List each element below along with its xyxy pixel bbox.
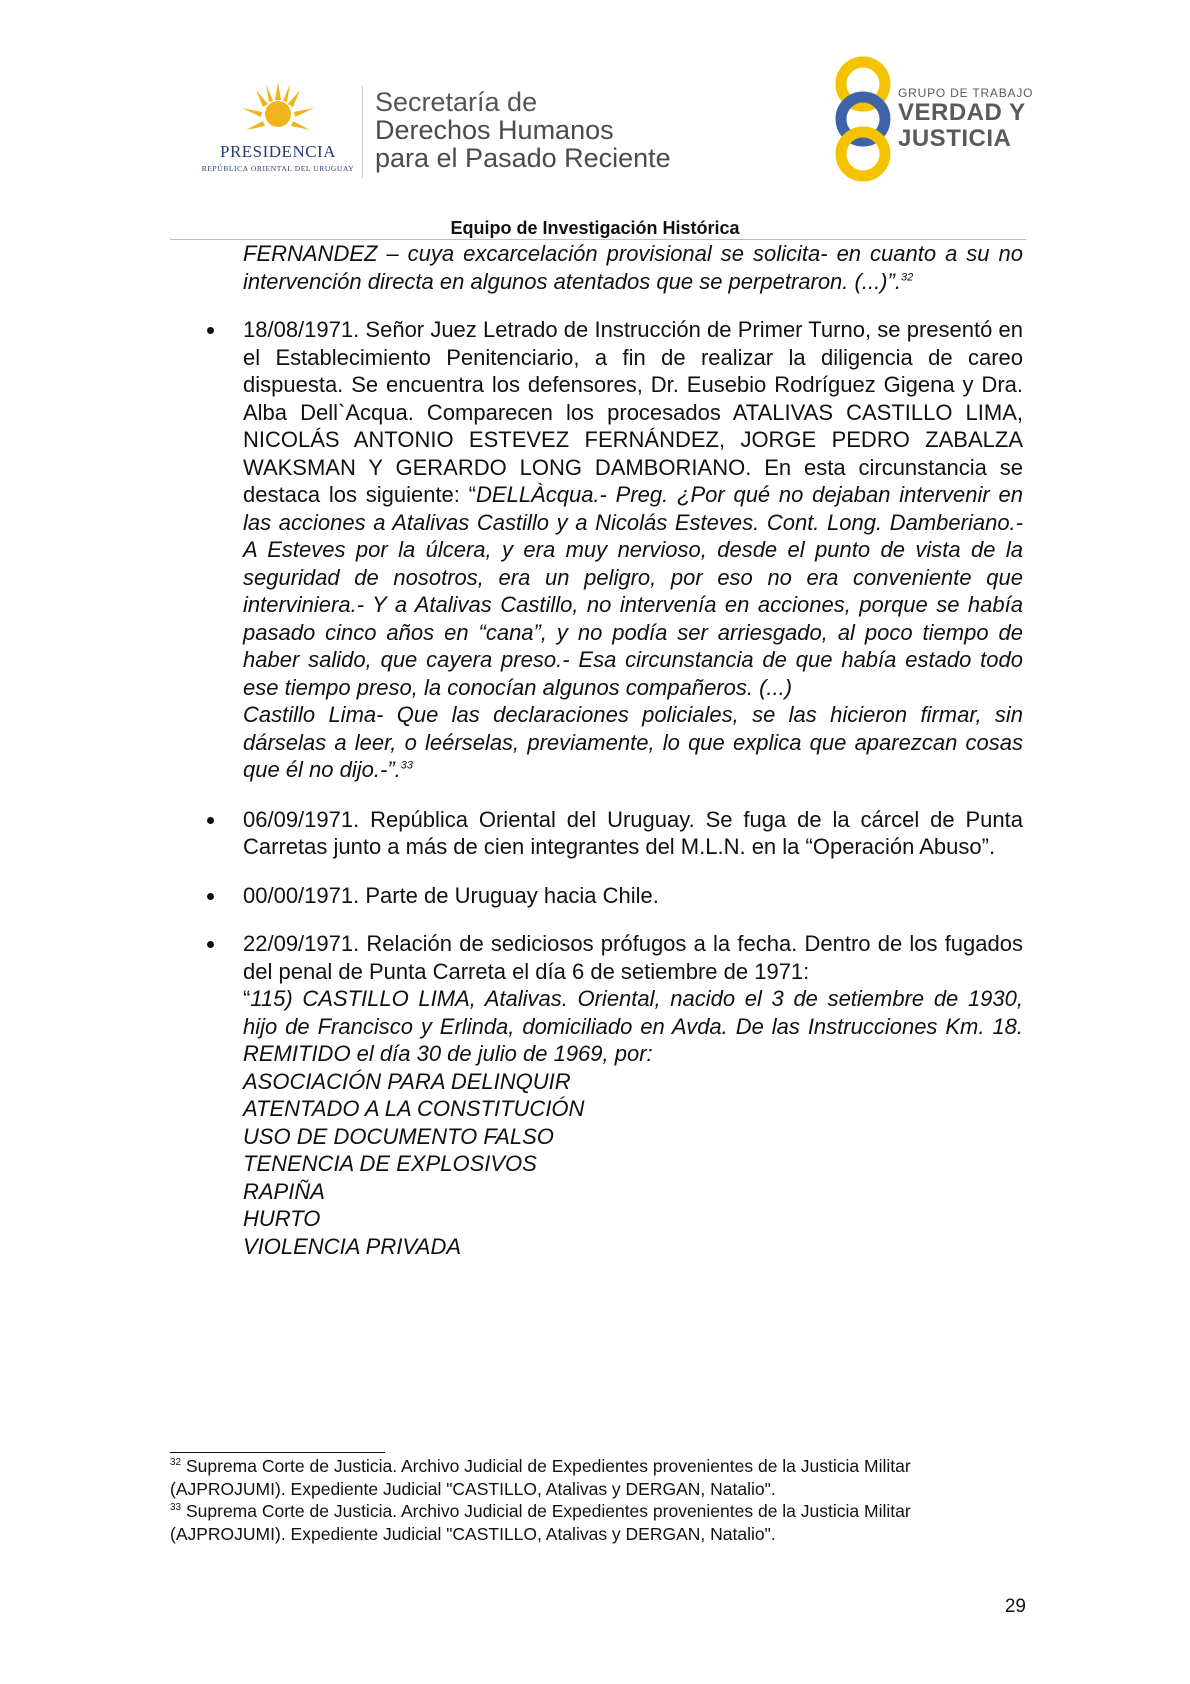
secretaria-line-1: Secretaría de [375, 87, 538, 117]
footnote [170, 1455, 1026, 1500]
bullet-dot [207, 817, 214, 824]
presidencia-logo [198, 80, 358, 180]
bullet-dot [207, 893, 214, 900]
bullet-dot [207, 327, 214, 334]
list-item [243, 930, 1023, 1260]
secretaria-line-3: para el Pasado Reciente [375, 143, 671, 173]
bullet-dot [207, 941, 214, 948]
verdad-justicia-wordmark [898, 86, 1033, 152]
bullet-subparagraph [243, 985, 1023, 1068]
page-header [0, 0, 1190, 240]
bullet-subparagraph [243, 701, 1023, 784]
footnote-text: Suprema Corte de Justicia. Archivo Judicial de Expedientes provenientes de la Justicia Militar (AJPROJUMI). Expediente Judicial "CASTILLO, Atalivas y DERGAN, Natalio". [170, 1456, 911, 1499]
sun-emblem-icon [238, 80, 318, 144]
team-title: Equipo de Investigación Histórica [450, 218, 740, 238]
document-body [243, 240, 1023, 1260]
header-divider [362, 86, 363, 178]
charge-line: TENENCIA DE EXPLOSIVOS [243, 1151, 537, 1176]
footnote-number: 32 [170, 1457, 182, 1469]
bullet-text: 22/09/1971. Relación de sediciosos prófugos a la fecha. Dentro de los fugados del penal de Punta Carreta el día 6 de setiembre de 1971: [243, 931, 1023, 984]
charge-line: VIOLENCIA PRIVADA [243, 1233, 462, 1259]
charge-line: ASOCIACIÓN PARA DELINQUIR [243, 1068, 571, 1094]
charge-line: USO DE DOCUMENTO FALSO [243, 1123, 554, 1149]
charge-line: HURTO [243, 1206, 321, 1231]
verdad-justicia-rings-icon [818, 56, 908, 182]
bullet-text: 00/00/1971. Parte de Uruguay hacia Chile. [243, 882, 659, 908]
footnotes [170, 1455, 1026, 1545]
open-quote: “ [243, 986, 251, 1011]
justicia-label: JUSTICIA [898, 125, 1012, 152]
list-item [243, 806, 1023, 861]
verdad-label: VERDAD Y [898, 99, 1026, 126]
footnote-ref-33: 33 [400, 759, 414, 772]
list-item [243, 316, 1023, 784]
secretaria-title [375, 88, 671, 172]
footnote-ref-32: 32 [900, 271, 914, 284]
charge-line: RAPIÑA [243, 1178, 325, 1204]
bullet-text: 06/09/1971. República Oriental del Uruguay. Se fuga de la cárcel de Punta Carretas junto a más de cien integrantes del M.L.N. en la “Operación Abuso”. [243, 806, 1023, 859]
page-number: 29 [1004, 1596, 1026, 1617]
bullet-text: 18/08/1971. Señor Juez Letrado de Instrucción de Primer Turno, se presentó en el Establecimiento Penitenciario, a fin de realizar la diligencia de careo dispuesta. Se encuentra los defensores, Dr. Eusebio Rodríguez Gigena y Dra. Alba Dell`Acqua. Comparecen los procesados ATALIVAS CASTILLO LIMA, NICOLÁS ANTONIO ESTEVEZ FERNÁNDEZ, JORGE PEDRO ZABALZA WAKSMAN Y GERARDO LONG DAMBORIANO. En esta circunstancia se destaca los siguiente: “ [243, 317, 1023, 507]
footnote-text: Suprema Corte de Justicia. Archivo Judicial de Expedientes provenientes de la Justicia Militar (AJPROJUMI). Expediente Judicial "CASTILLO, Atalivas y DERGAN, Natalio". [170, 1501, 911, 1544]
grupo-label: GRUPO DE TRABAJO [898, 86, 1034, 100]
list-item [243, 882, 1023, 910]
footnote [170, 1500, 1026, 1545]
subparagraph-text: 115) CASTILLO LIMA, Atalivas. Oriental, nacido el 3 de setiembre de 1930, hijo de Francisco y Erlinda, domiciliado en Avda. De las Instrucciones Km. 18. REMITIDO el día 30 de julio de 1969, por: [243, 986, 1023, 1066]
subparagraph-text: Castillo Lima- Que las declaraciones policiales, se las hicieron firmar, sin dárselas a leer, o leérselas, previamente, lo que explica que aparezcan cosas que él no dijo.-”. [243, 702, 1023, 782]
intro-quote [243, 240, 1023, 295]
presidencia-label: PRESIDENCIA [219, 142, 336, 161]
footnote-number: 33 [170, 1502, 182, 1514]
footnote-rule [170, 1452, 385, 1453]
charge-line: ATENTADO A LA CONSTITUCIÓN [243, 1096, 585, 1121]
secretaria-line-2: Derechos Humanos [375, 115, 614, 145]
bullet-paragraph [243, 316, 1023, 701]
bullet-quote: DELLÀcqua.- Preg. ¿Por qué no dejaban intervenir en las acciones a Atalivas Castillo y a Nicolás Esteves. Cont. Long. Damberiano.- A Esteves por la úlcera, y era muy nervioso, desde el punto de vista de la seguridad de nosotros, era un peligro, por eso no era conveniente que interviniera.- Y a Atalivas Castillo, no intervenía en acciones, porque se había pasado cinco años en “cana”, y no podía ser arriesgado, al poco tiempo de haber salido, que cayera preso.- Esa circunstancia de que había estado todo ese tiempo preso, la conocían algunos compañeros. (...) [243, 482, 1023, 700]
intro-quote-text: FERNANDEZ – cuya excarcelación provisional se solicita- en cuanto a su no intervención directa en algunos atentados que se perpetraron. (...)”. [243, 241, 1023, 294]
republica-label: REPÚBLICA ORIENTAL DEL URUGUAY [201, 164, 355, 173]
